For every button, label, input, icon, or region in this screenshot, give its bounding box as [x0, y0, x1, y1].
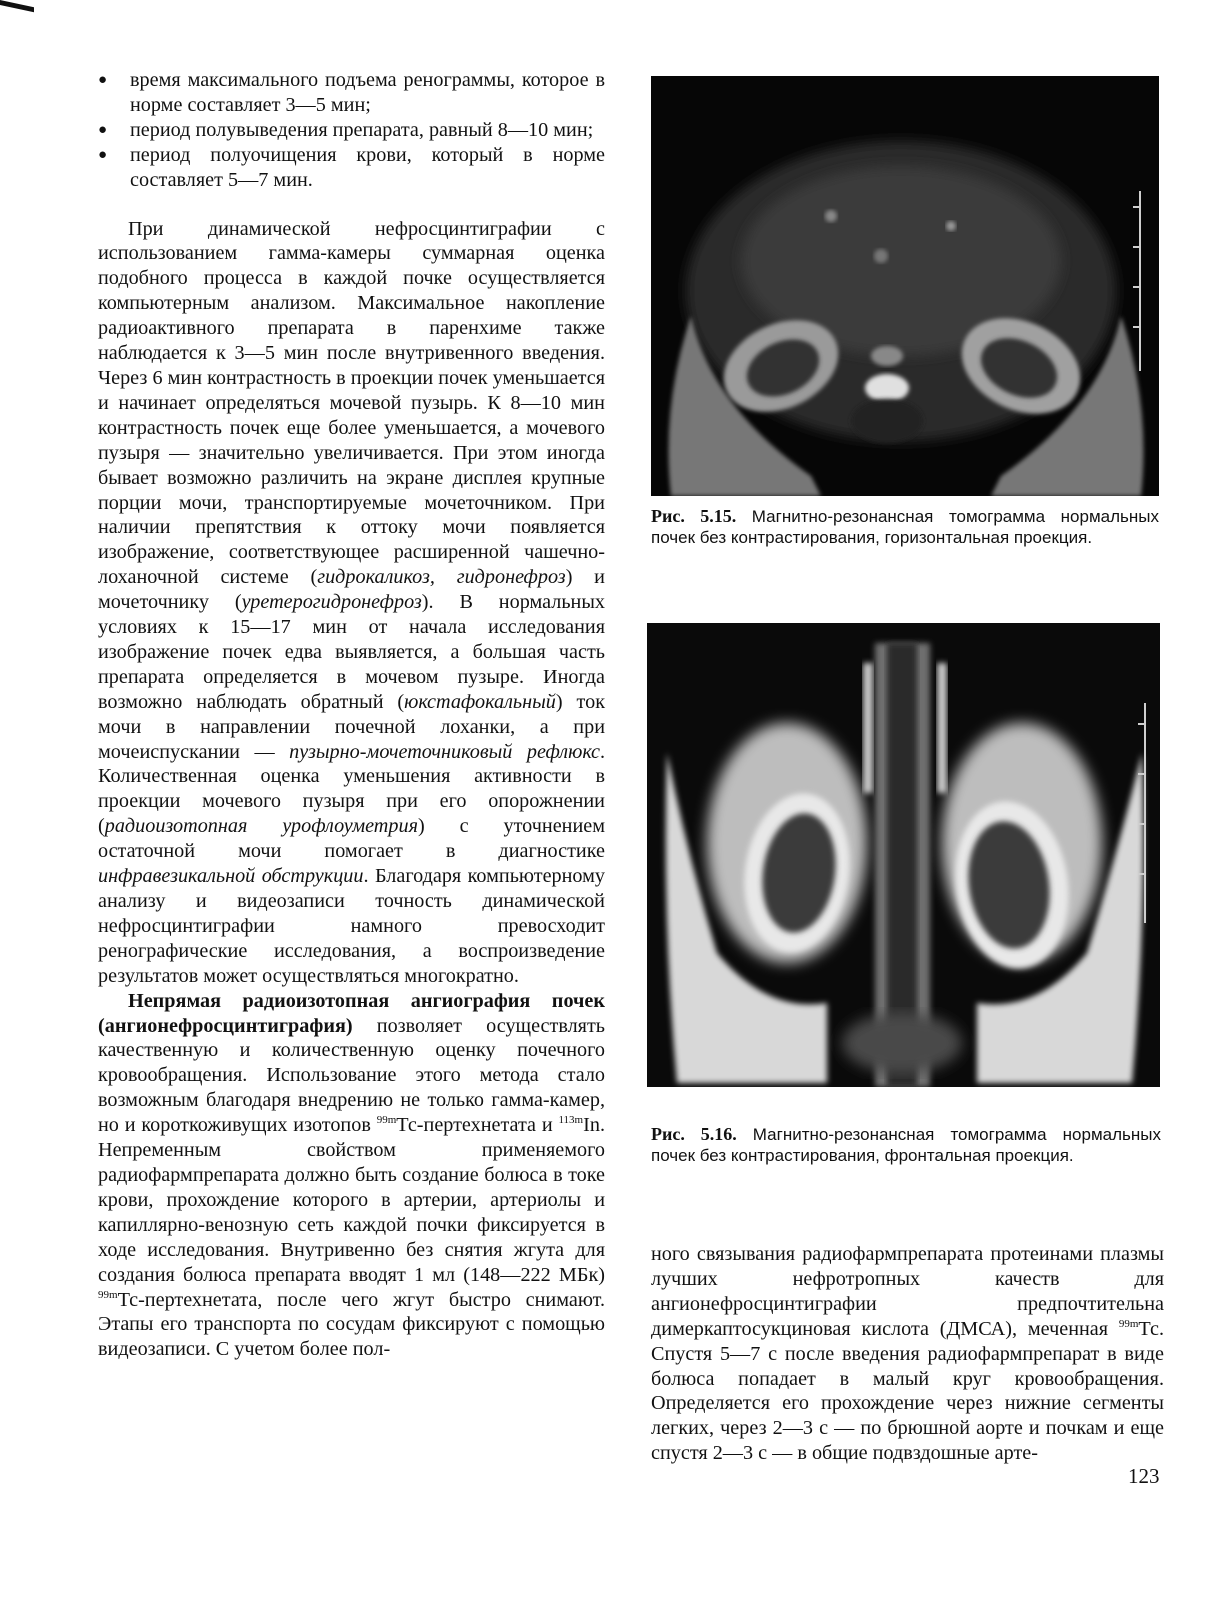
figure-caption-5-15: Рис. 5.15. Магнитно-резонансная томограмма нормальных почек без контрастирования, горизонтальная проекция.: [651, 506, 1159, 547]
page-number: 123: [1128, 1464, 1160, 1488]
bullet-list: [98, 68, 605, 193]
scan-corner-mark: [0, 0, 34, 12]
section-term: Непрямая радиоизотопная ангиография почек (ангионефросцинтиграфия): [98, 989, 605, 1037]
bullet-item: ● период полуочищения крови, который в норме составляет 5—7 мин.: [98, 143, 605, 193]
bullet-item: ● период полувыведения препарата, равный 8—10 мин;: [98, 118, 605, 143]
figure-caption-5-16: Рис. 5.16. Магнитно-резонансная томограмма нормальных почек без контрастирования, фронтальная проекция.: [651, 1124, 1161, 1165]
left-column: [98, 68, 605, 1362]
paragraph-continuation: ного связывания радиофармпрепарата протеинами плазмы лучших нефротропных качеств для ангионефросцинтиграфии предпочтительна димеркаптосукциновая кислота (ДМСА), меченная $^{99m}$Тс. Спустя 5—7 с после введения радиофармпрепарат в виде болюса попадает в малый круг кровообращения. Определяется его прохождение через нижние сегменты легких, через 2—3 с — по брюшной аорте и почкам и еще спустя 2—3 с — в общие подвздошные арте-: [651, 1243, 1164, 1465]
right-column: [651, 1242, 1164, 1466]
paragraph-nephroscintigraphy: При динамической нефросцинтиграфии с использованием гамма-камеры суммарная оценка подобного процесса в каждой почке осуществляется компьютерным анализом. Максимальное накопление радиоактивного препарата в паренхиме также наблюдается к 3—5 мин после внутривенного введения. Через 6 мин контрастность в проекции почек уменьшается и начинает определяться мочевой пузырь. К 8—10 мин контрастность почек еще более уменьшается, а мочевого пузыря — значительно увеличивается. При этом иногда бывает возможно различить на экране дисплея крупные порции мочи, транспортируемые мочеточником. При наличии препятствия к оттоку мочи появляется изображение, соответствующее расширенной чашечно-лоханочной системе (гидрокаликоз, гидронефроз) и мочеточнику (уретерогидронефроз). В нормальных условиях к 15—17 мин от начала исследования изображение почек едва выявляется, а большая часть препарата определяется в мочевом пузыре. Иногда возможно наблюдать обратный (юкстафокальный) ток мочи в направлении почечной лоханки, а при мочеиспускании — пузырно-мочеточниковый рефлюкс. Количественная оценка уменьшения активности в проекции мочевого пузыря при его опорожнении (радиоизотопная урофлоуметрия) с уточнением остаточной мочи помогает в диагностике инфравезикальной обструкции. Благодаря компьютерному анализу и видеозаписи точность динамической нефросцинтиграфии намного превосходит ренографические исследования, а воспроизведение результатов может осуществляться многократно.: [98, 217, 606, 987]
mri-image-coronal: [647, 623, 1160, 1087]
mri-image-axial: [651, 76, 1159, 496]
bullet-item: ● время максимального подъема ренограммы, которое в норме составляет 3—5 мин;: [98, 68, 605, 118]
paragraph-angiography: Непрямая радиоизотопная ангиография почек (ангионефросцинтиграфия) позволяет осуществлять качественную и количественную оценку почечного кровообращения. Использование этого метода стало возможным благодаря внедрению не только гамма-камер, но и короткоживущих изотопов $^{99m}$Тс-пертехнетата и $^{113m}$In. Непременным свойством применяемого радиофармпрепарата должно быть создание болюса в токе крови, прохождение которого в артерии, артериолы и капиллярно-венозную сеть каждой почки фиксируется в ходе исследования. Внутривенно без снятия жгута для создания болюса препарата вводят 1 мл (148—222 МБк) $^{99m}$Тс-пертехнетата, после чего жгут быстро снимают. Этапы его транспорта по сосудам фиксируют с помощью видеозаписи. С учетом более пол-: [98, 989, 605, 1361]
